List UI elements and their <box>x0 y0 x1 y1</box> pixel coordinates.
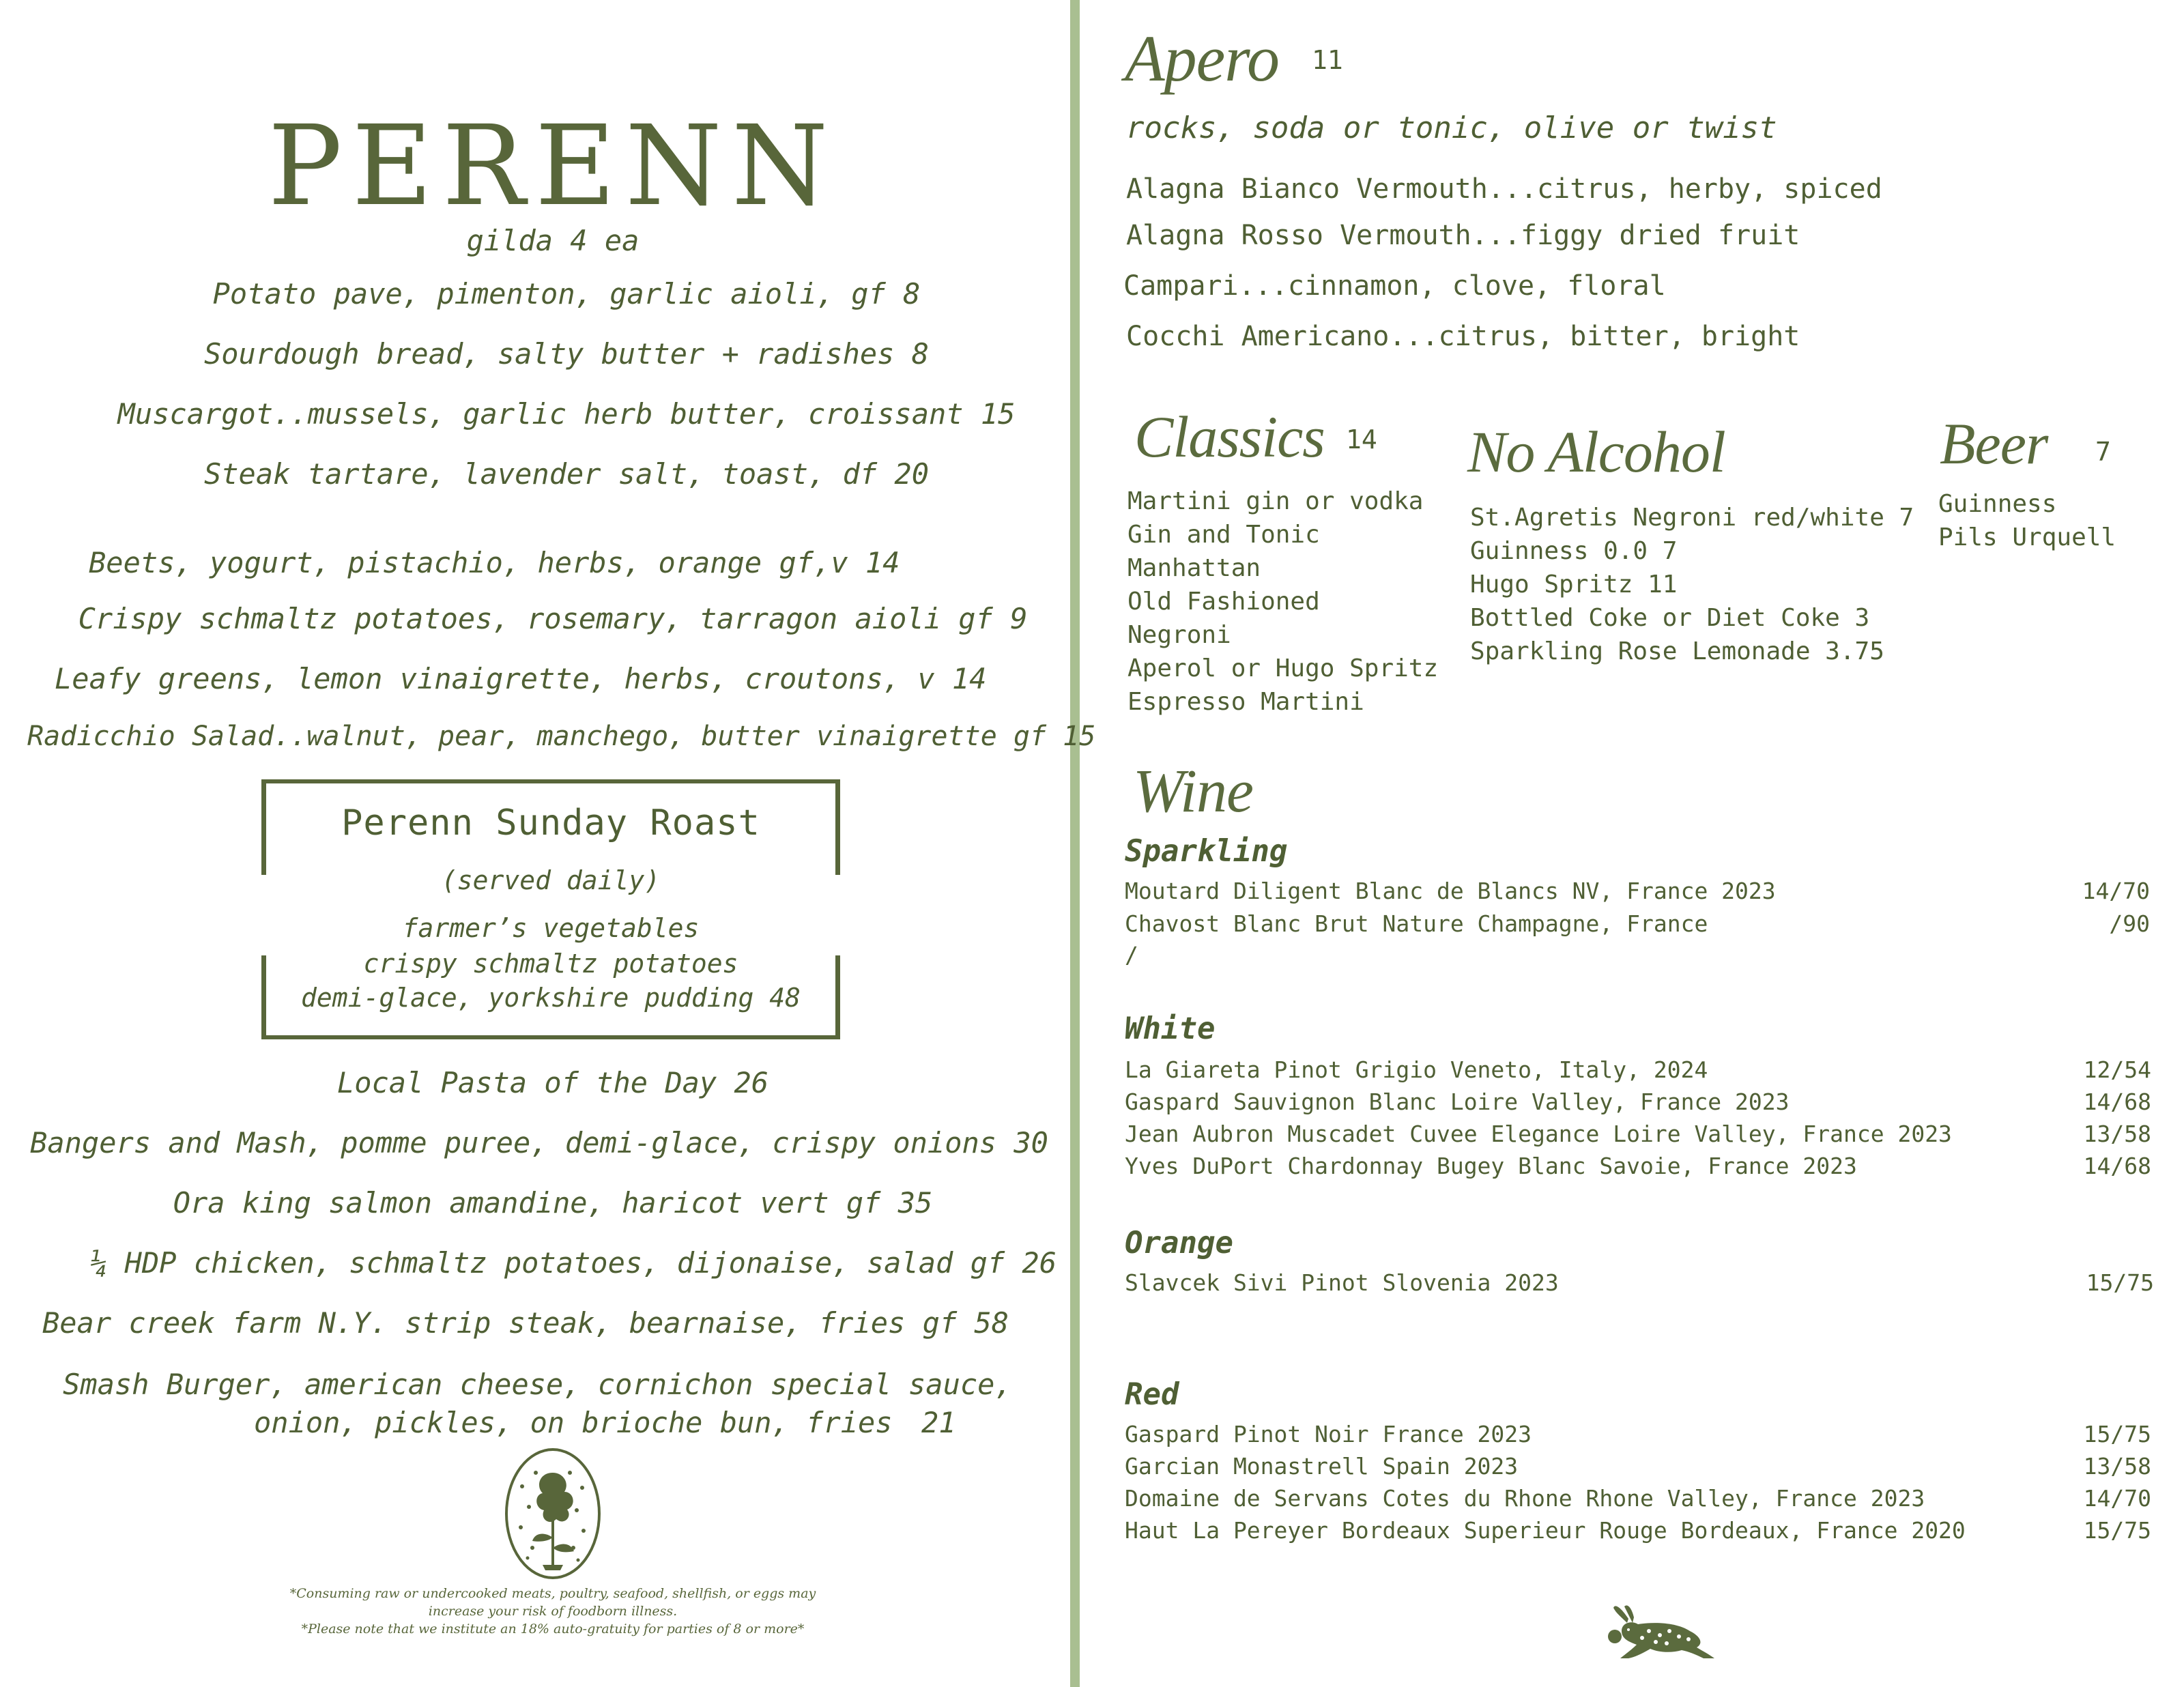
no-alcohol-item: St.Agretis Negroni red/white 7 <box>1470 504 1914 532</box>
wine-price: 14/68 <box>2083 1088 2151 1115</box>
menu-item: Sourdough bread, salty butter + radishes 8 <box>203 337 930 371</box>
page-divider <box>1070 0 1080 1687</box>
classics-item: Gin and Tonic <box>1127 521 1320 549</box>
wine-title: Wine <box>1133 758 1253 825</box>
wine-item: Jean Aubron Muscadet Cuvee Elegance Loire Valley, France 2023 <box>1125 1121 1952 1147</box>
wine-item: Domaine de Servans Cotes du Rhone Rhone Valley, France 2023 <box>1125 1485 1925 1512</box>
classics-list <box>1127 485 1438 719</box>
apero-item: Alagna Bianco Vermouth...citrus, herby, spiced <box>1126 173 1882 205</box>
wine-price: /90 <box>2109 910 2150 937</box>
apero-title: Apero <box>1125 22 1280 95</box>
menu-item: Potato pave, pimenton, garlic aioli, gf 8 <box>212 277 921 311</box>
classics-item: Martini gin or vodka <box>1127 487 1424 515</box>
classics-item: Espresso Martini <box>1127 688 1364 716</box>
wine-price: 15/75 <box>2083 1421 2151 1447</box>
wine-item: La Giareta Pinot Grigio Veneto, Italy, 2024 <box>1125 1056 1708 1083</box>
footnote <box>205 1585 901 1638</box>
no-alcohol-list <box>1470 501 1914 668</box>
apero-item: Alagna Rosso Vermouth...figgy dried fruit <box>1126 220 1800 251</box>
classics-item: Manhattan <box>1127 554 1261 582</box>
menu-item: Ora king salmon amandine, haricot vert gf 35 <box>173 1186 933 1220</box>
beer-item: Pils Urquell <box>1938 523 2116 551</box>
beer-title: Beer <box>1940 411 2048 476</box>
beer-price: 7 <box>2095 437 2111 467</box>
menu-item: ¼ HDP chicken, schmaltz potatoes, dijonaise, salad gf 26 <box>89 1246 1057 1280</box>
no-alcohol-item: Bottled Coke or Diet Coke 3 <box>1470 604 1870 632</box>
roast-title: Perenn Sunday Roast <box>341 803 760 844</box>
wine-item: Gaspard Sauvignon Blanc Loire Valley, France 2023 <box>1125 1088 1790 1115</box>
footnote-line: *Consuming raw or undercooked meats, poultry, seafood, shellfish, or eggs may <box>289 1586 816 1601</box>
wine-section-white: White <box>1125 1011 1216 1046</box>
wine-price: 13/58 <box>2083 1453 2151 1480</box>
apero-item: Campari...cinnamon, clove, floral <box>1123 270 1666 302</box>
wine-section-orange: Orange <box>1125 1226 1233 1260</box>
footnote-line: increase your risk of foodborn illness. <box>428 1604 678 1619</box>
apero-subtitle: rocks, soda or tonic, olive or twist <box>1126 111 1777 145</box>
wine-price: 15/75 <box>2086 1269 2154 1296</box>
classics-title: Classics <box>1134 404 1325 470</box>
wine-item: Chavost Blanc Brut Nature Champagne, France <box>1125 910 1708 937</box>
wine-price: 14/70 <box>2083 1485 2151 1512</box>
wine-price: 14/68 <box>2083 1153 2151 1179</box>
wine-item: Garcian Monastrell Spain 2023 <box>1125 1453 1519 1480</box>
burger-line-1: Smash Burger, american cheese, cornichon special sauce, <box>63 1368 1012 1401</box>
classics-price: 14 <box>1346 424 1377 455</box>
menu-item: Muscargot..mussels, garlic herb butter, croissant 15 <box>117 397 1016 431</box>
menu-item: Crispy schmaltz potatoes, rosemary, tarragon aioli gf 9 <box>78 602 1028 635</box>
burger-price: 21 <box>921 1406 956 1439</box>
wine-item: Slavcek Sivi Pinot Slovenia 2023 <box>1125 1269 1559 1296</box>
classics-item: Old Fashioned <box>1127 588 1320 616</box>
wine-price: 14/70 <box>2082 878 2150 904</box>
classics-item: Negroni <box>1127 621 1231 649</box>
menu-item: Bangers and Mash, pomme puree, demi-glace, crispy onions 30 <box>30 1126 1048 1159</box>
no-alcohol-item: Guinness 0.0 7 <box>1470 537 1678 565</box>
roast-line: farmer’s vegetables <box>402 913 700 943</box>
wine-stray-mark: / <box>1125 942 1138 968</box>
wine-item: Moutard Diligent Blanc de Blancs NV, France 2023 <box>1125 878 1776 904</box>
wine-price: 15/75 <box>2083 1517 2151 1544</box>
beer-item: Guinness <box>1938 490 2057 518</box>
roast-line: crispy schmaltz potatoes <box>363 949 738 979</box>
menu-item: Bear creek farm N.Y. strip steak, bearnaise, fries gf 58 <box>42 1306 1009 1340</box>
no-alcohol-item: Sparkling Rose Lemonade 3.75 <box>1470 637 1884 665</box>
menu-item: Local Pasta of the Day 26 <box>336 1066 769 1099</box>
apero-item: Cocchi Americano...citrus, bitter, bright <box>1126 321 1800 352</box>
wine-price: 13/58 <box>2083 1121 2151 1147</box>
wine-item: Yves DuPort Chardonnay Bugey Blanc Savoie, France 2023 <box>1125 1153 1857 1179</box>
hare-icon <box>1601 1604 1717 1661</box>
floral-emblem-icon <box>502 1445 604 1582</box>
menu-item: Leafy greens, lemon vinaigrette, herbs, croutons, v 14 <box>55 662 987 695</box>
no-alcohol-title: No Alcohol <box>1467 419 1725 485</box>
beer-list <box>1938 487 2116 554</box>
wine-section-red: Red <box>1125 1377 1179 1412</box>
no-alcohol-item: Hugo Spritz 11 <box>1470 571 1678 599</box>
roast-subtitle: (served daily) <box>441 865 661 895</box>
menu-item: Beets, yogurt, pistachio, herbs, orange gf,v 14 <box>89 546 900 579</box>
wine-section-sparkling: Sparkling <box>1125 834 1288 869</box>
wine-item: Haut La Pereyer Bordeaux Superieur Rouge Bordeaux, France 2020 <box>1125 1517 1966 1544</box>
menu-item: Radicchio Salad..walnut, pear, manchego, butter vinaigrette gf 15 <box>27 721 1096 752</box>
menu-item: gilda 4 ea <box>466 224 640 257</box>
apero-price: 11 <box>1312 45 1343 75</box>
burger-line-2: onion, pickles, on brioche bun, fries <box>254 1406 893 1439</box>
wine-price: 12/54 <box>2083 1056 2151 1083</box>
brand-logo: PERENN <box>268 102 838 231</box>
classics-item: Aperol or Hugo Spritz <box>1127 654 1439 682</box>
menu-item: Steak tartare, lavender salt, toast, df 20 <box>203 457 930 491</box>
roast-line: demi-glace, yorkshire pudding 48 <box>300 983 801 1013</box>
wine-item: Gaspard Pinot Noir France 2023 <box>1125 1421 1532 1447</box>
footnote-line: *Please note that we institute an 18% auto-gratuity for parties of 8 or more* <box>301 1621 805 1636</box>
